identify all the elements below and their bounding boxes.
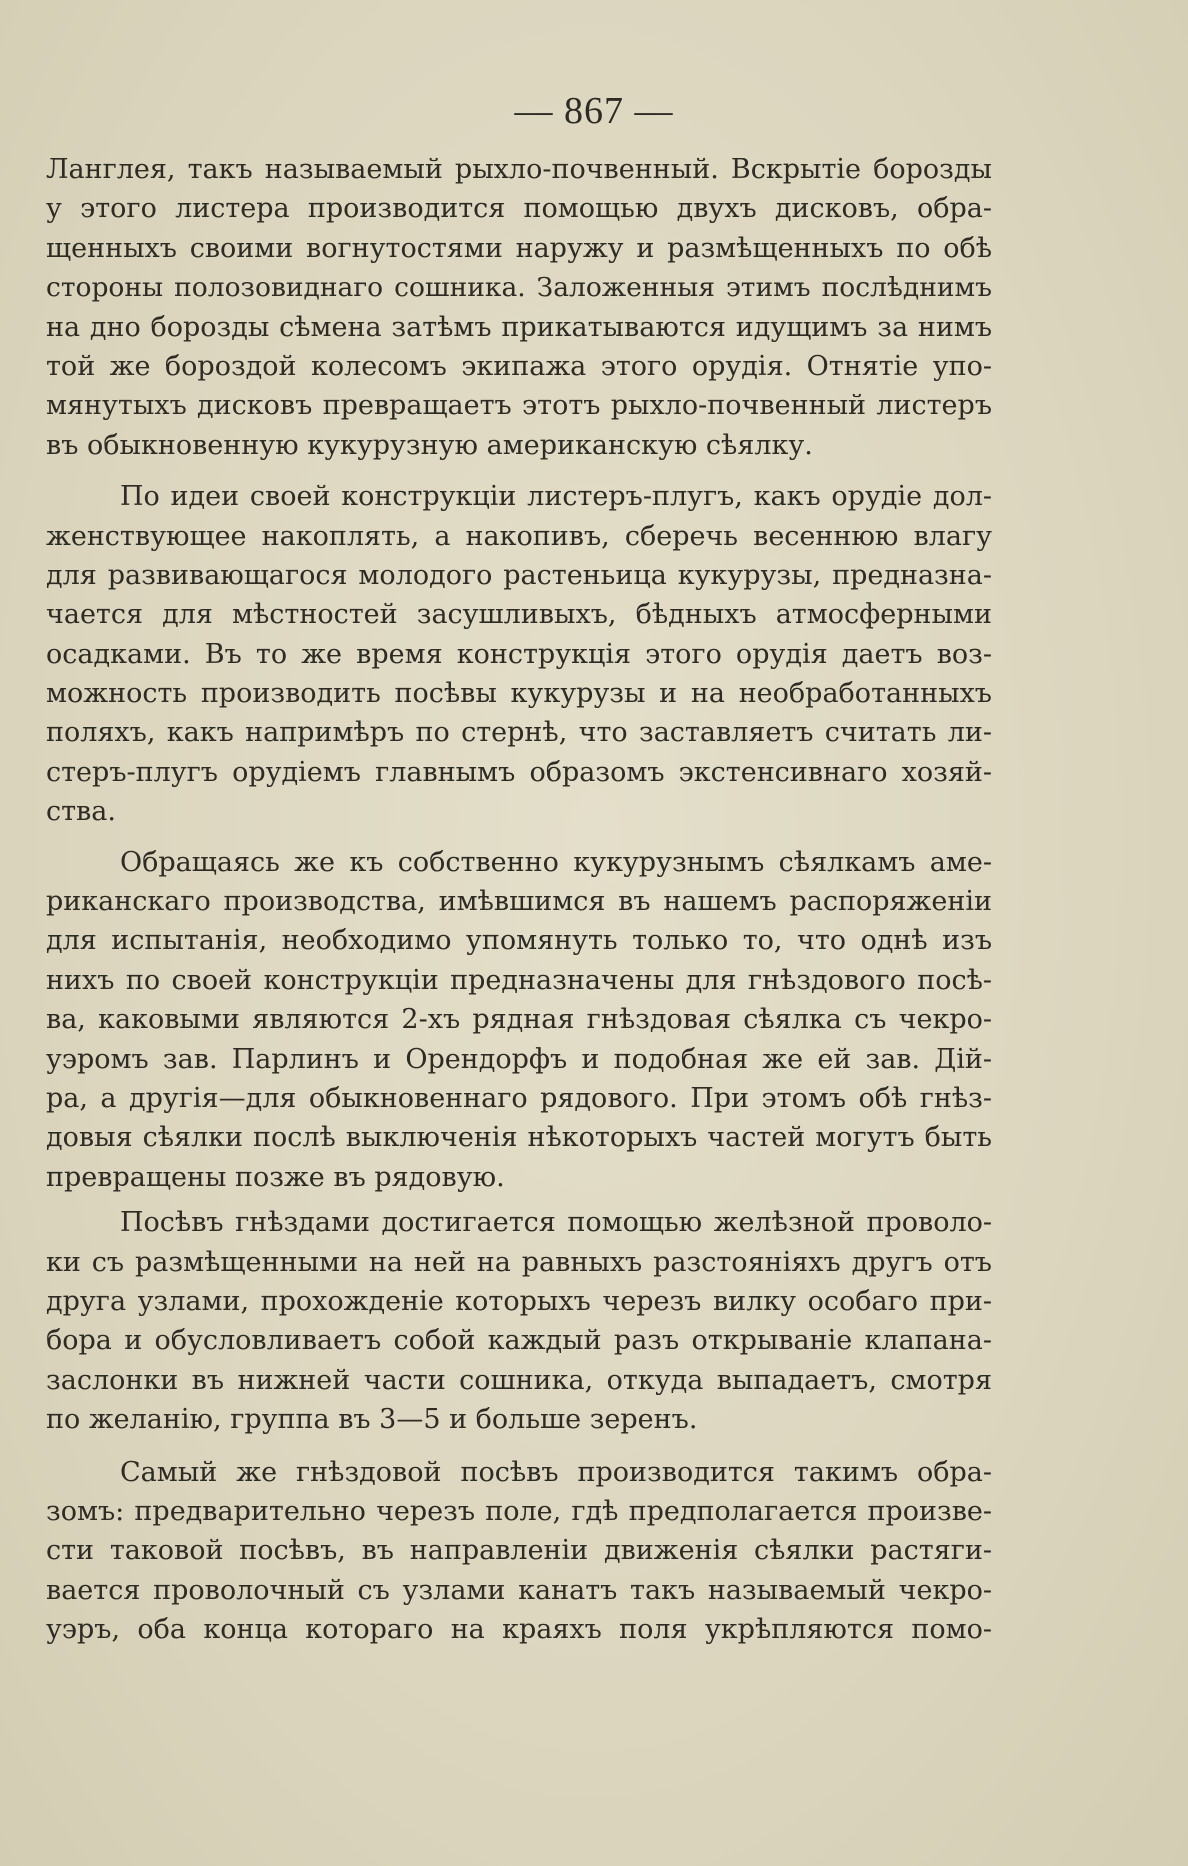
text-line: для испытанія, необходимо упомянуть только то, что однѣ изъ: [46, 925, 992, 957]
text-line: стороны полозовиднаго сошника. Заложенныя этимъ послѣднимъ: [46, 272, 992, 304]
text-line: щенныхъ своими вогнутостями наружу и размѣщенныхъ по обѣ: [46, 232, 992, 264]
text-line: ра, а другія—для обыкновеннаго рядового. При этомъ обѣ гнѣз-: [46, 1082, 992, 1114]
text-line: ки съ размѣщенными на ней на равныхъ разстояніяхъ другъ отъ: [46, 1246, 992, 1278]
text-line: Посѣвъ гнѣздами достигается помощью желѣзной проволо-: [120, 1207, 992, 1239]
text-line: уэръ, оба конца котораго на краяхъ поля укрѣпляются помо-: [46, 1614, 992, 1646]
text-line: для развивающагося молодого растеньица кукурузы, предназна-: [46, 559, 992, 591]
text-line: ства.: [46, 796, 116, 828]
text-line: той же бороздой колесомъ экипажа этого орудія. Отнятіе упо-: [46, 350, 992, 382]
text-line: у этого листера производится помощью двухъ дисковъ, обра-: [46, 193, 992, 225]
text-line: зомъ: предварительно черезъ поле, гдѣ предполагается произве-: [46, 1495, 992, 1527]
paragraph-1: [46, 150, 992, 465]
text-line: сти таковой посѣвъ, въ направленіи движенія сѣялки растяги-: [46, 1535, 992, 1567]
text-line: стеръ-плугъ орудіемъ главнымъ образомъ экстенсивнаго хозяй-: [46, 756, 992, 788]
text-line: ва, каковыми являются 2-хъ рядная гнѣздовая сѣялка съ чекро-: [46, 1004, 992, 1036]
text-line: Обращаясь же къ собственно кукурузнымъ сѣялкамъ аме-: [120, 846, 992, 878]
page-number: — 867 —: [514, 90, 674, 132]
text-line: риканскаго производства, имѣвшимся въ нашемъ распоряженіи: [46, 886, 992, 918]
text-line: женствующее накоплять, а накопивъ, сберечь весеннюю влагу: [46, 520, 992, 552]
paragraph-2: [46, 477, 992, 832]
text-line: мянутыхъ дисковъ превращаетъ этотъ рыхло-почвенный листеръ: [46, 390, 992, 422]
text-line: друга узлами, прохожденіе которыхъ черезъ вилку особаго при-: [46, 1285, 992, 1317]
text-line: можность производить посѣвы кукурузы и на необработанныхъ: [46, 678, 992, 710]
paragraph-5: [46, 1453, 992, 1650]
text-line: превращены позже въ рядовую.: [46, 1161, 505, 1193]
text-line: по желанію, группа въ 3—5 и больше зеренъ.: [46, 1404, 698, 1436]
text-line: на дно борозды сѣмена затѣмъ прикатываются идущимъ за нимъ: [46, 311, 992, 343]
text-line: Ланглея, такъ называемый рыхло-почвенный. Вскрытіе борозды: [46, 154, 992, 185]
paragraph-3: [46, 843, 992, 1198]
text-line: поляхъ, какъ напримѣръ по стернѣ, что заставляетъ считать ли-: [46, 717, 992, 749]
text-line: заслонки въ нижней части сошника, откуда выпадаетъ, смотря: [46, 1364, 992, 1396]
text-line: бора и обусловливаетъ собой каждый разъ открываніе клапана-: [46, 1325, 992, 1357]
text-line: довыя сѣялки послѣ выключенія нѣкоторыхъ частей могутъ быть: [46, 1122, 992, 1154]
paragraph-4: [46, 1203, 992, 1439]
text-line: уэромъ зав. Парлинъ и Орендорфъ и подобная же ей зав. Дій-: [46, 1043, 992, 1075]
text-line: По идеи своей конструкціи листеръ-плугъ, какъ орудіе дол-: [120, 481, 992, 513]
body-text: [46, 150, 992, 1649]
text-line: въ обыкновенную кукурузную американскую сѣялку.: [46, 429, 813, 461]
text-line: вается проволочный съ узлами канатъ такъ называемый чекро-: [46, 1574, 992, 1606]
text-line: осадками. Въ то же время конструкція этого орудія даетъ воз-: [46, 638, 992, 670]
text-line: чается для мѣстностей засушливыхъ, бѣдныхъ атмосферными: [46, 599, 992, 631]
text-line: нихъ по своей конструкціи предназначены для гнѣздового посѣ-: [46, 964, 992, 996]
text-line: Самый же гнѣздовой посѣвъ производится такимъ обра-: [120, 1456, 992, 1488]
